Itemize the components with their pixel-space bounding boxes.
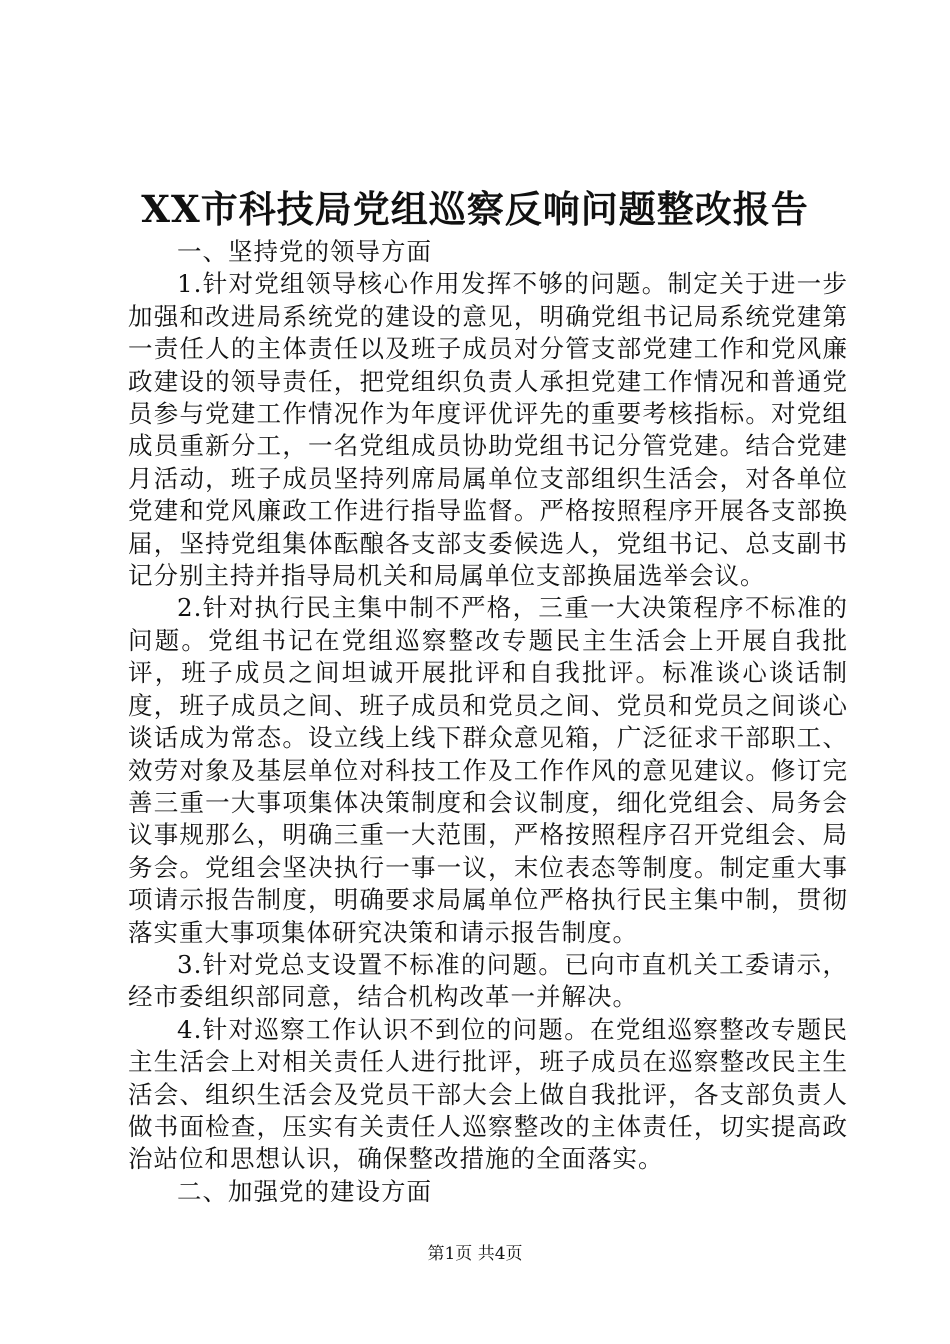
section-heading: 一、坚持党的领导方面 bbox=[177, 237, 432, 266]
body-paragraph: 3.针对党总支设置不标准的问题。已向市直机关工委请示，经市委组织部同意，结合机构改革一并解决。 bbox=[128, 949, 848, 1012]
document-title: XX市科技局党组巡察反响问题整改报告 bbox=[141, 187, 809, 231]
body-paragraph: 4.针对巡察工作认识不到位的问题。在党组巡察整改专题民主生活会上对相关责任人进行批评，班子成员在巡察整改民主生活会、组织生活会及党员干部大会上做自我批评，各支部负责人做书面检查，压实有关责任人巡察整改的主体责任，切实提高政治站位和思想认识，确保整改措施的全面落实。 bbox=[128, 1014, 848, 1174]
document-body bbox=[128, 236, 848, 1208]
section-heading: 二、加强党的建设方面 bbox=[177, 1176, 432, 1206]
body-paragraph: 1.针对党组领导核心作用发挥不够的问题。制定关于进一步加强和改进局系统党的建设的意见，明确党组书记局系统党建第一责任人的主体责任以及班子成员对分管支部党建工作和党风廉政建设的领导责任，把党组织负责人承担党建工作情况和普通党员参与党建工作情况作为年度评优评先的重要考核指标。对党组成员重新分工，一名党组成员协助党组书记分管党建。结合党建月活动，班子成员坚持列席局属单位支部组织生活会，对各单位党建和党风廉政工作进行指导监督。严格按照程序开展各支部换届，坚持党组集体酝酿各支部支委候选人，党组书记、总支副书记分别主持并指导局机关和局属单位支部换届选举会议。 bbox=[128, 269, 848, 591]
body-paragraph: 2.针对执行民主集中制不严格，三重一大决策程序不标准的问题。党组书记在党组巡察整改专题民主生活会上开展自我批评，班子成员之间坦诚开展批评和自我批评。标准谈心谈话制度，班子成员之间、班子成员和党员之间、党员和党员之间谈心谈话成为常态。设立线上线下群众意见箱，广泛征求干部职工、效劳对象及基层单位对科技工作及工作作风的意见建议。修订完善三重一大事项集体决策制度和会议制度，细化党组会、局务会议事规那么，明确三重一大范围，严格按照程序召开党组会、局务会。党组会坚决执行一事一议，末位表态等制度。制定重大事项请示报告制度，明确要求局属单位严格执行民主集中制，贯彻落实重大事项集体研究决策和请示报告制度。 bbox=[128, 593, 848, 947]
page-number-footer: 第1页 共4页 bbox=[427, 1244, 523, 1264]
